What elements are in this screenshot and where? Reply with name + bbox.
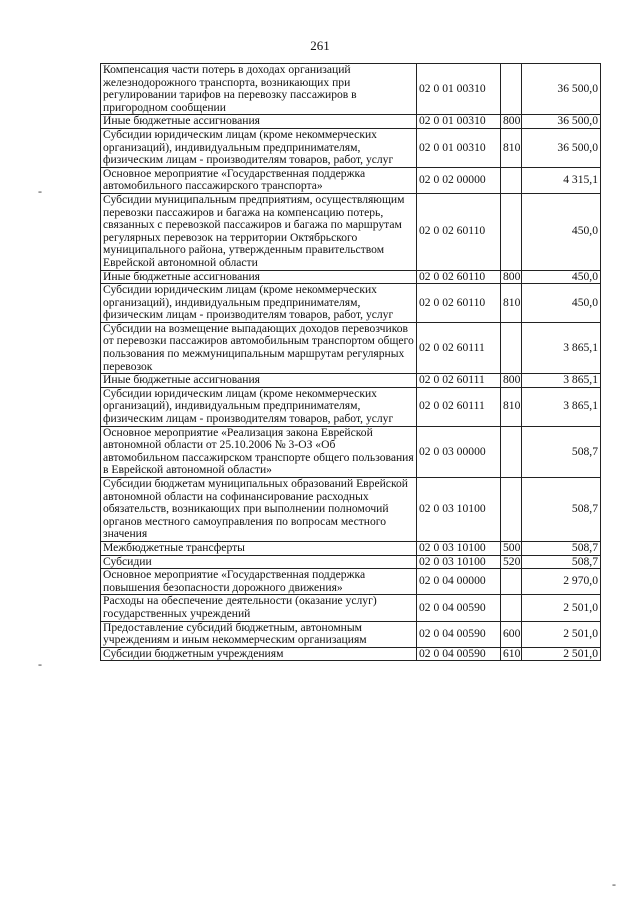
- target-article-code-cell: 02 0 02 60110: [417, 193, 501, 270]
- target-article-code-cell: 02 0 02 60110: [417, 284, 501, 323]
- expense-type-cell: 810: [501, 387, 522, 426]
- expense-type-cell: [501, 478, 522, 542]
- budget-table: [100, 63, 601, 661]
- target-article-code-cell: 02 0 04 00590: [417, 595, 501, 621]
- expense-type-cell: [501, 167, 522, 193]
- expense-name-cell: Межбюджетные трансферты: [101, 541, 417, 555]
- target-article-code-cell: 02 0 03 10100: [417, 541, 501, 555]
- expense-name-cell: Субсидии юридическим лицам (кроме некоммерческих организаций), индивидуальным предпринимателям, физическим лицам - производителям товаров, работ, услуг: [101, 284, 417, 323]
- amount-cell: 450,0: [522, 284, 601, 323]
- expense-name-cell: Иные бюджетные ассигнования: [101, 270, 417, 284]
- expense-type-cell: [501, 595, 522, 621]
- table-row: [101, 322, 601, 373]
- target-article-code-cell: 02 0 04 00000: [417, 569, 501, 595]
- amount-cell: 36 500,0: [522, 64, 601, 115]
- table-row: [101, 128, 601, 167]
- expense-type-cell: 610: [501, 647, 522, 661]
- table-row: [101, 387, 601, 426]
- amount-cell: 508,7: [522, 555, 601, 569]
- amount-cell: 2 501,0: [522, 621, 601, 647]
- expense-name-cell: Основное мероприятие «Государственная поддержка автомобильного пассажирского транспорта»: [101, 167, 417, 193]
- margin-mark: -: [38, 657, 42, 671]
- expense-type-cell: [501, 193, 522, 270]
- expense-type-cell: 800: [501, 374, 522, 388]
- target-article-code-cell: 02 0 04 00590: [417, 621, 501, 647]
- expense-type-cell: [501, 64, 522, 115]
- table-row: [101, 64, 601, 115]
- table-row: [101, 541, 601, 555]
- target-article-code-cell: 02 0 01 00310: [417, 128, 501, 167]
- target-article-code-cell: 02 0 02 60111: [417, 322, 501, 373]
- expense-name-cell: Расходы на обеспечение деятельности (оказание услуг) государственных учреждений: [101, 595, 417, 621]
- table-row: [101, 595, 601, 621]
- expense-name-cell: Компенсация части потерь в доходах организаций железнодорожного транспорта, возникающих при регулировании тарифов на перевозку пассажиров в пригородном сообщении: [101, 64, 417, 115]
- expense-name-cell: Иные бюджетные ассигнования: [101, 115, 417, 129]
- target-article-code-cell: 02 0 03 10100: [417, 478, 501, 542]
- expense-type-cell: 600: [501, 621, 522, 647]
- amount-cell: 4 315,1: [522, 167, 601, 193]
- amount-cell: 508,7: [522, 426, 601, 477]
- amount-cell: 36 500,0: [522, 115, 601, 129]
- expense-type-cell: 500: [501, 541, 522, 555]
- target-article-code-cell: 02 0 01 00310: [417, 115, 501, 129]
- expense-name-cell: Субсидии муниципальным предприятиям, осуществляющим перевозки пассажиров и багажа на компенсацию потерь, связанных с перевозкой пассажиров и багажа по маршрутам регулярных перевозок на территории Октябрьского муниципального района, утвержденным правительством Еврейской автономной области: [101, 193, 417, 270]
- amount-cell: 450,0: [522, 193, 601, 270]
- expense-name-cell: Субсидии бюджетам муниципальных образований Еврейской автономной области на софинансирование расходных обязательств, возникающих при выполнении полномочий органов местного самоуправления по вопросам местного значения: [101, 478, 417, 542]
- table-row: [101, 374, 601, 388]
- expense-type-cell: 800: [501, 270, 522, 284]
- amount-cell: 3 865,1: [522, 387, 601, 426]
- margin-mark: -: [38, 184, 42, 198]
- amount-cell: 36 500,0: [522, 128, 601, 167]
- table-row: [101, 647, 601, 661]
- amount-cell: 3 865,1: [522, 374, 601, 388]
- table-row: [101, 167, 601, 193]
- expense-name-cell: Иные бюджетные ассигнования: [101, 374, 417, 388]
- expense-type-cell: 810: [501, 284, 522, 323]
- expense-name-cell: Основное мероприятие «Государственная поддержка повышения безопасности дорожного движения»: [101, 569, 417, 595]
- target-article-code-cell: 02 0 02 60110: [417, 270, 501, 284]
- expense-type-cell: 800: [501, 115, 522, 129]
- expense-name-cell: Субсидии: [101, 555, 417, 569]
- table-row: [101, 426, 601, 477]
- table-row: [101, 478, 601, 542]
- table-row: [101, 115, 601, 129]
- expense-name-cell: Основное мероприятие «Реализация закона Еврейской автономной области от 25.10.2006 № 3-ОЗ «Об автомобильном пассажирском транспорте общего пользования в Еврейской автономной области»: [101, 426, 417, 477]
- target-article-code-cell: 02 0 03 00000: [417, 426, 501, 477]
- expense-name-cell: Предоставление субсидий бюджетным, автономным учреждениям и иным некоммерческим организациям: [101, 621, 417, 647]
- amount-cell: 508,7: [522, 541, 601, 555]
- amount-cell: 2 501,0: [522, 647, 601, 661]
- expense-name-cell: Субсидии юридическим лицам (кроме некоммерческих организаций), индивидуальным предпринимателям, физическим лицам - производителям товаров, работ, услуг: [101, 128, 417, 167]
- target-article-code-cell: 02 0 01 00310: [417, 64, 501, 115]
- amount-cell: 3 865,1: [522, 322, 601, 373]
- target-article-code-cell: 02 0 02 00000: [417, 167, 501, 193]
- expense-type-cell: [501, 426, 522, 477]
- target-article-code-cell: 02 0 02 60111: [417, 387, 501, 426]
- page-number: 261: [310, 38, 330, 53]
- expense-name-cell: Субсидии бюджетным учреждениям: [101, 647, 417, 661]
- expense-type-cell: [501, 569, 522, 595]
- expense-name-cell: Субсидии на возмещение выпадающих доходов перевозчиков от перевозки пассажиров автомобильным транспортом общего пользования по межмуниципальным маршрутам регулярных перевозок: [101, 322, 417, 373]
- amount-cell: 2 501,0: [522, 595, 601, 621]
- table-row: [101, 621, 601, 647]
- target-article-code-cell: 02 0 04 00590: [417, 647, 501, 661]
- expense-type-cell: [501, 322, 522, 373]
- expense-name-cell: Субсидии юридическим лицам (кроме некоммерческих организаций), индивидуальным предпринимателям, физическим лицам - производителям товаров, работ, услуг: [101, 387, 417, 426]
- amount-cell: 508,7: [522, 478, 601, 542]
- table-row: [101, 193, 601, 270]
- table-row: [101, 555, 601, 569]
- amount-cell: 450,0: [522, 270, 601, 284]
- margin-mark: -: [612, 877, 616, 891]
- budget-table-body: [101, 64, 601, 661]
- amount-cell: 2 970,0: [522, 569, 601, 595]
- expense-type-cell: 810: [501, 128, 522, 167]
- table-row: [101, 569, 601, 595]
- target-article-code-cell: 02 0 03 10100: [417, 555, 501, 569]
- target-article-code-cell: 02 0 02 60111: [417, 374, 501, 388]
- expense-type-cell: 520: [501, 555, 522, 569]
- table-row: [101, 284, 601, 323]
- table-row: [101, 270, 601, 284]
